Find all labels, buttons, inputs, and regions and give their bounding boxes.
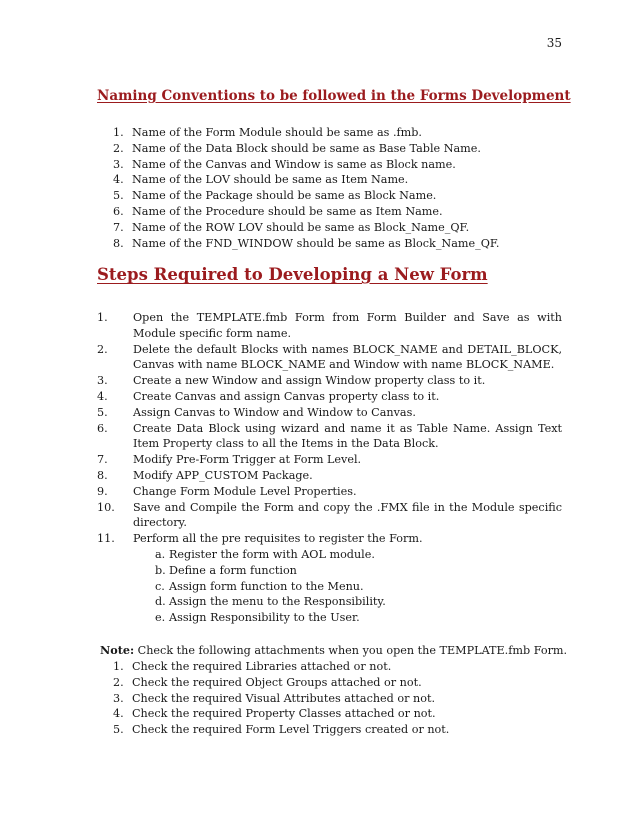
list-item-number: 1.	[113, 660, 124, 673]
list-item-text: Name of the Canvas and Window is same as Block name.	[132, 157, 456, 171]
list-item-text: Name of the FND_WINDOW should be same as Block_Name_QF.	[132, 236, 500, 250]
step-text: Save and Compile the Form and copy the .FMX file in the Module specific directory.	[133, 500, 562, 530]
step-item	[97, 421, 562, 453]
sublist-letter: a.	[155, 547, 166, 561]
step-item	[97, 310, 562, 342]
list-item-text: Name of the ROW LOV should be same as Block_Name_QF.	[132, 220, 470, 234]
list-item-number: 5.	[113, 189, 124, 203]
sublist-text: Register the form with AOL module.	[169, 547, 375, 561]
list-item-number: 3.	[113, 691, 124, 705]
note-text: Check the following attachments when you open the TEMPLATE.fmb Form.	[134, 644, 568, 657]
step-number: 5.	[97, 405, 108, 419]
step-text: Modify APP_CUSTOM Package.	[133, 468, 313, 482]
list-item	[113, 691, 449, 707]
step-number: 4.	[97, 389, 108, 403]
list-item	[113, 157, 499, 173]
sublist-text: Define a form function	[169, 563, 297, 577]
step-item	[97, 468, 562, 484]
sublist-item	[155, 579, 562, 595]
step-text: Create a new Window and assign Window property class to it.	[133, 374, 486, 388]
sublist-item	[155, 563, 562, 579]
sublist-item	[155, 610, 562, 626]
sublist-letter: e.	[155, 611, 166, 625]
list-item	[113, 204, 499, 220]
note-label: Note:	[100, 643, 135, 657]
sublist-item	[155, 594, 562, 610]
list-item-number: 6.	[113, 204, 124, 218]
step-item	[97, 389, 562, 405]
step-number: 1.	[97, 311, 108, 324]
step-text: Perform all the pre requisites to register the Form.	[133, 532, 423, 546]
step-number: 2.	[97, 342, 108, 356]
list-item-number: 2.	[113, 141, 124, 155]
sublist-text: Assign Responsibility to the User.	[169, 611, 360, 625]
list-item-text: Check the required Visual Attributes attached or not.	[132, 691, 436, 705]
page-number: 35	[546, 36, 562, 50]
step-item	[97, 342, 562, 374]
list-item-number: 8.	[113, 236, 124, 250]
list-item-text: Name of the Data Block should be same as Base Table Name.	[132, 141, 481, 155]
list-item-number: 1.	[113, 126, 124, 139]
list-item-number: 4.	[113, 173, 124, 187]
step-number: 11.	[97, 532, 115, 546]
sublist-text: Assign form function to the Menu.	[169, 579, 364, 593]
list-item-text: Name of the Procedure should be same as Item Name.	[132, 204, 443, 218]
registration-sublist	[133, 547, 562, 626]
step-text: Assign Canvas to Window and Window to Canvas.	[133, 405, 416, 419]
list-item-text: Check the required Libraries attached or not.	[132, 660, 392, 673]
step-number: 3.	[97, 374, 108, 388]
list-item	[113, 675, 449, 691]
step-text: Delete the default Blocks with names BLOCK_NAME and DETAIL_BLOCK, Canvas with name BLOCK_NAME and Window with name BLOCK_NAME.	[133, 342, 562, 372]
step-number: 9.	[97, 484, 108, 498]
list-item-number: 5.	[113, 723, 124, 737]
list-item	[113, 706, 449, 722]
list-item-text: Name of the LOV should be same as Item Name.	[132, 173, 409, 187]
step-text: Create Canvas and assign Canvas property class to it.	[133, 389, 440, 403]
list-item	[113, 188, 499, 204]
step-number: 7.	[97, 453, 108, 467]
step-item	[97, 531, 562, 626]
naming-conventions-heading: Naming Conventions to be followed in the Forms Development	[97, 88, 571, 104]
list-item-number: 4.	[113, 707, 124, 721]
step-item	[97, 484, 562, 500]
step-item	[97, 500, 562, 532]
sublist-text: Assign the menu to the Responsibility.	[169, 595, 386, 609]
sublist-letter: d.	[155, 595, 166, 609]
attachments-checklist	[113, 659, 449, 738]
step-item	[97, 452, 562, 468]
list-item-text: Name of the Package should be same as Block Name.	[132, 189, 437, 203]
list-item	[113, 220, 499, 236]
list-item-text: Check the required Object Groups attached or not.	[132, 675, 422, 689]
step-text: Open the TEMPLATE.fmb Form from Form Builder and Save as with Module specific form name.	[133, 311, 562, 340]
list-item-number: 3.	[113, 157, 124, 171]
list-item	[113, 125, 499, 141]
list-item	[113, 722, 449, 738]
sublist-letter: b.	[155, 563, 166, 577]
naming-conventions-list	[113, 125, 499, 251]
list-item	[113, 659, 449, 675]
step-number: 10.	[97, 500, 115, 514]
note-paragraph	[100, 643, 567, 659]
step-item	[97, 405, 562, 421]
sublist-letter: c.	[155, 579, 165, 593]
steps-list	[97, 310, 562, 626]
step-text: Modify Pre-Form Trigger at Form Level.	[133, 453, 362, 467]
step-text: Create Data Block using wizard and name it as Table Name. Assign Text Item Property class to all the Items in the Data Block.	[133, 421, 562, 451]
list-item-number: 2.	[113, 675, 124, 689]
steps-heading: Steps Required to Developing a New Form	[97, 265, 488, 284]
step-number: 6.	[97, 421, 108, 435]
step-text: Change Form Module Level Properties.	[133, 484, 357, 498]
list-item	[113, 141, 499, 157]
list-item	[113, 236, 499, 252]
list-item	[113, 172, 499, 188]
list-item-text: Check the required Form Level Triggers created or not.	[132, 723, 450, 737]
list-item-text: Name of the Form Module should be same as .fmb.	[132, 126, 422, 139]
step-number: 8.	[97, 468, 108, 482]
list-item-text: Check the required Property Classes attached or not.	[132, 707, 436, 721]
list-item-number: 7.	[113, 220, 124, 234]
step-item	[97, 373, 562, 389]
sublist-item	[155, 547, 562, 563]
